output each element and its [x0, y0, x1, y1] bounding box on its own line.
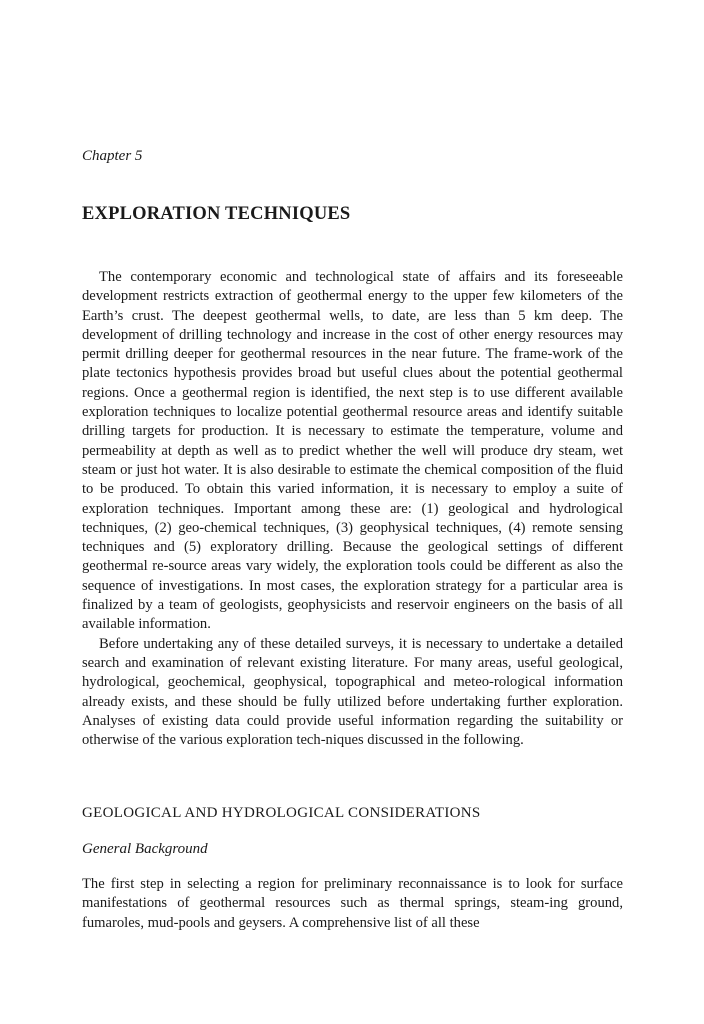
section-paragraph-1: The first step in selecting a region for preliminary reconnaissance is to look for surface manifestations of geothermal resources such as thermal springs, steam-ing ground, fumaroles, mud-pools and geysers. A comprehensive list of all these — [82, 876, 623, 931]
intro-text-block — [82, 268, 623, 750]
section-text-block — [82, 875, 623, 933]
document-page — [82, 0, 623, 1024]
section-heading: GEOLOGICAL AND HYDROLOGICAL CONSIDERATIONS — [82, 805, 481, 821]
chapter-title: EXPLORATION TECHNIQUES — [82, 204, 351, 224]
intro-paragraph-1: The contemporary economic and technological state of affairs and its foreseeable development restricts extraction of geothermal energy to the upper few kilometers of the Earth’s crust. The deepest geothermal wells, to date, are less than 5 km deep. The development of drilling technology and increase in the cost of other energy resources may permit drilling deeper for geothermal resources in the near future. The frame-work of the plate tectonics hypothesis provides broad but useful clues about the potential geothermal regions. Once a geothermal region is identified, the next step is to use different available exploration techniques to localize potential geothermal resource areas and identify suitable drilling targets for production. It is necessary to estimate the temperature, volume and permeability at depth as well as to predict whether the well will produce dry steam, wet steam or just hot water. It is also desirable to estimate the chemical composition of the fluid to be produced. To obtain this varied information, it is necessary to employ a suite of exploration techniques. Important among these are: (1) geological and hydrological techniques, (2) geo-chemical techniques, (3) geophysical techniques, (4) remote sensing techniques and (5) exploratory drilling. Because the geological settings of different geothermal re-source areas vary widely, the exploration tools could be different as also the sequence of investigations. In most cases, the exploration strategy for a particular area is finalized by a team of geologists, geophysicists and reservoir engineers on the basis of all available information. — [82, 269, 623, 633]
chapter-label: Chapter 5 — [82, 148, 143, 164]
intro-paragraph-2: Before undertaking any of these detailed surveys, it is necessary to undertake a detailed search and examination of relevant existing literature. For many areas, useful geological, hydrological, geochemical, geophysical, topographical and meteo-rological information already exists, and these should be fully utilized before undertaking further exploration. Analyses of existing data could provide useful information regarding the suitability or otherwise of the various exploration tech-niques discussed in the following. — [82, 635, 623, 749]
subsection-heading: General Background — [82, 841, 208, 857]
